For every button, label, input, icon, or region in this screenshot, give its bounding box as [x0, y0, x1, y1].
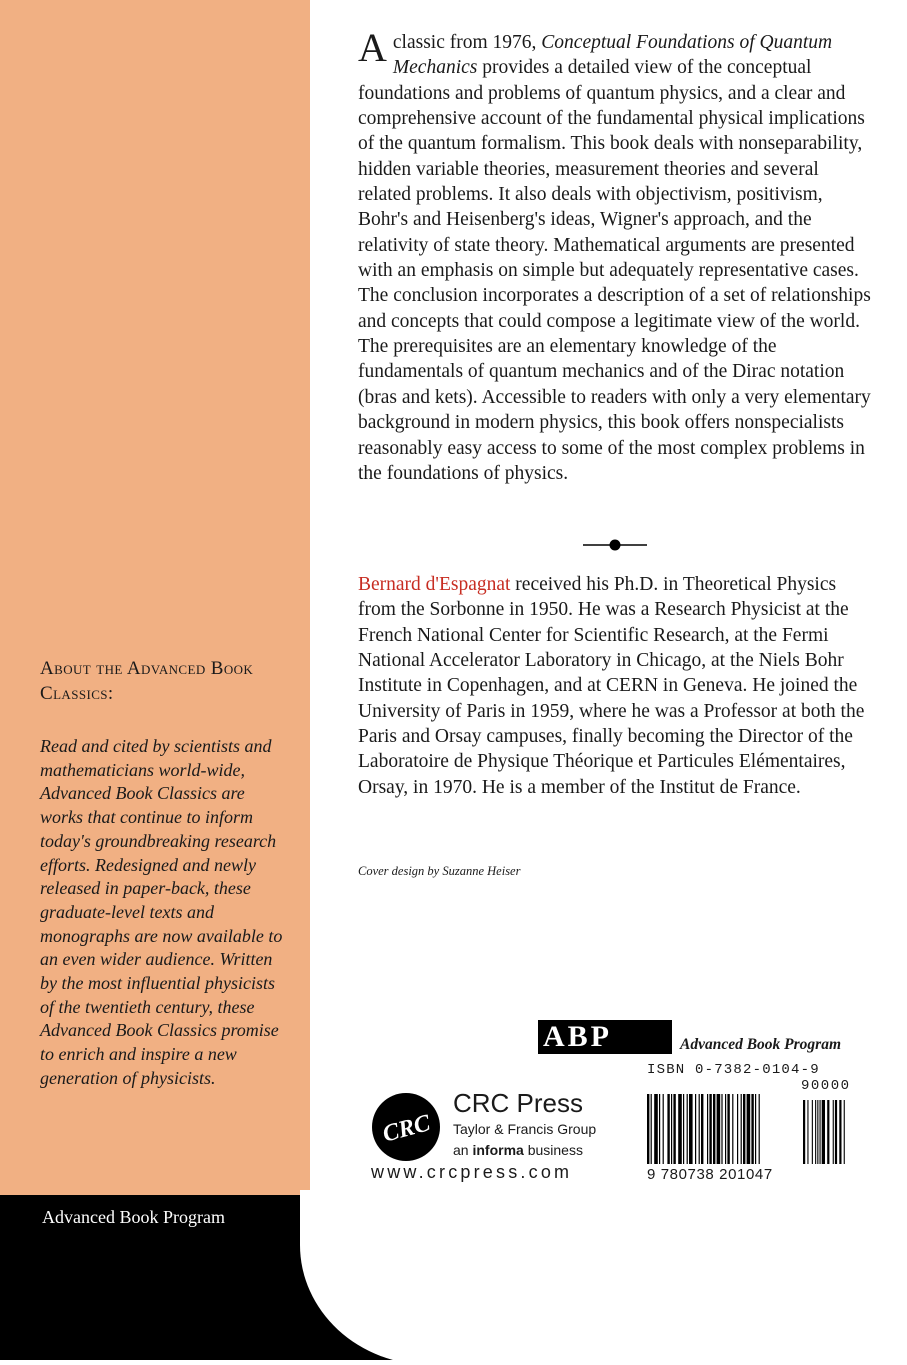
publisher-website: www.crcpress.com	[371, 1162, 573, 1182]
cover-credit: Cover design by Suzanne Heiser	[358, 864, 521, 878]
informa-prefix: an	[453, 1142, 473, 1158]
publisher-name: CRC Press	[453, 1088, 584, 1118]
description-lead: classic from 1976,	[392, 32, 542, 53]
ean-text: 9 780738 201047	[647, 1166, 773, 1183]
publisher-group: Taylor & Francis Group	[453, 1121, 597, 1137]
ornament-divider	[583, 535, 647, 555]
footer-series-label: Advanced Book Program	[42, 1207, 225, 1227]
description-rest: provides a detailed view of the conceptual foundations and problems of quantum physics, and a clear and comprehensive account of the fundamental physical implications of the quantum formalism. This book deals with nonseparability, hidden variable theories, measurement theories and several related problems. It also deals with objectivism, positivism, Bohr's and Heisenberg's ideas, Wigner's approach, and the relativity of state theory. Mathematical arguments are presented with an emphasis on simple but adequately representative cases. The conclusion incorporates a description of a set of relationships and concepts that could compose a legitimate view of the world. The prerequisites are an elementary knowledge of the fundamentals of quantum mechanics and of the Dirac notation (bras and kets). Accessible to readers with only a very elementary background in modern physics, this book offers nonspecialists reasonably easy access to some of the most complex problems in the foundations of physics.	[358, 57, 871, 484]
abp-logo: ABP	[538, 1020, 672, 1054]
crc-logo-icon	[371, 1092, 441, 1162]
publisher-informa	[453, 1142, 583, 1158]
isbn-text: ISBN 0-7382-0104-9	[647, 1062, 820, 1078]
author-bio	[358, 572, 873, 800]
crc-logo-text: CRC	[379, 1110, 434, 1148]
book-title: Conceptual Foundations of Quantum Mechanics	[392, 32, 833, 79]
price-code: 90000	[801, 1078, 851, 1094]
author-name: Bernard d'Espagnat	[358, 574, 511, 595]
abp-program-name: Advanced Book Program	[680, 1036, 842, 1053]
footer-curve	[300, 1190, 907, 1365]
about-body: Read and cited by scientists and mathematicians world-wide, Advanced Book Classics are works that continue to inform today's groundbreaking research efforts. Redesigned and newly released in paper-back, these graduate-level texts and monographs are now available to an even wider audience. Written by the most influential physicists of the twentieth century, these Advanced Book Classics promise to enrich and inspire a new generation of physicists.	[40, 736, 283, 1088]
book-description	[358, 25, 873, 486]
informa-suffix: business	[523, 1142, 583, 1158]
informa-bold: informa	[472, 1142, 524, 1158]
bio-text: received his Ph.D. in Theoretical Physics from the Sorbonne in 1950. He was a Research Physicist at the French National Center for Scientific Research, at the Fermi National Accelerator Laboratory in Chicago, at the Niels Bohr Institute in Copenhagen, and at CERN in Geneva. He joined the University of Paris in 1959, where he was a Professor at both the Paris and Orsay campuses, finally becoming the Director of the Laboratoire de Physique Théorique et Particules Elémentaires, Orsay, in 1970. He is a member of the Institut de France.	[358, 574, 865, 798]
dropcap: A	[358, 25, 387, 70]
about-heading: About the Advanced Book Classics:	[40, 658, 254, 704]
